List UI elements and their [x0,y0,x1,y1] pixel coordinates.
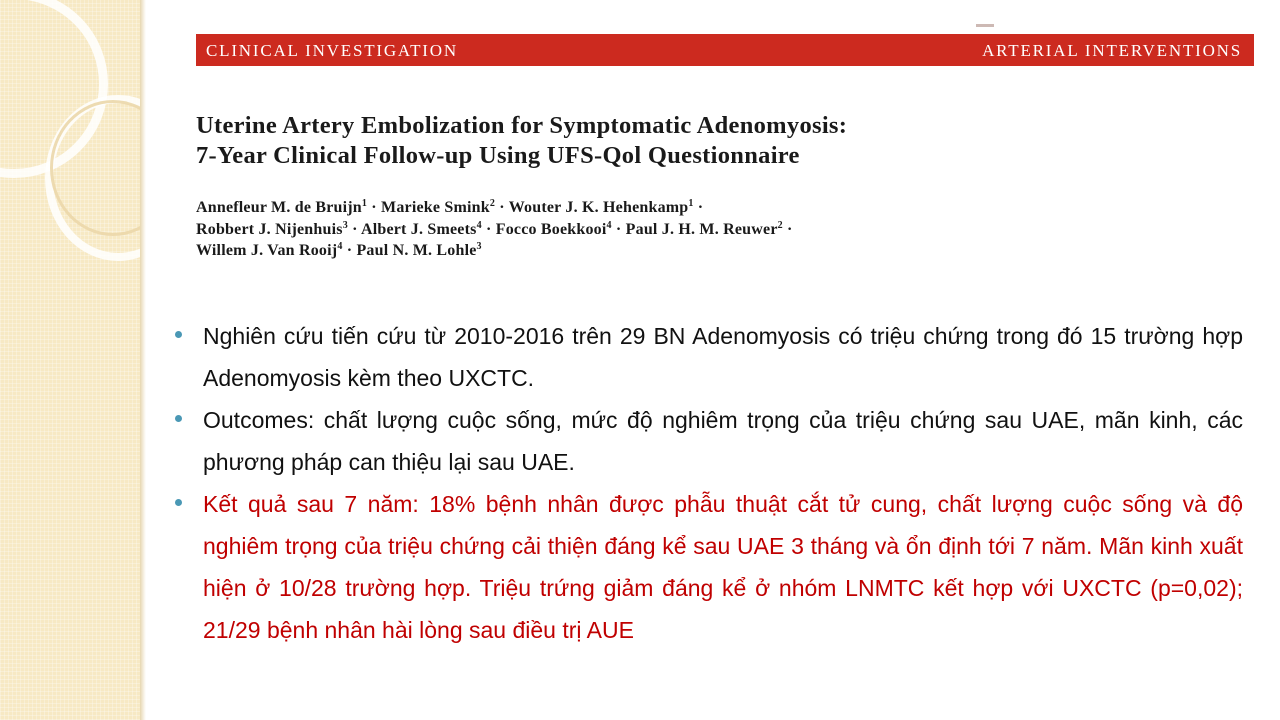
decorative-dash [976,24,994,27]
section-label-left: CLINICAL INVESTIGATION [206,41,458,60]
author-name: Albert J. Smeets [360,220,477,238]
author-separator: · [611,220,626,238]
author-name: Willem J. Van Rooij [196,242,338,259]
author-affiliation: 3 [476,241,482,252]
author-list [196,197,1096,262]
bullet-text: Kết quả sau 7 năm: 18% bệnh nhân được phẫu thuật cắt tử cung, chất lượng cuộc sống và độ nghiêm trọng của triệu chứng cải thiện đáng kể sau UAE 3 tháng và ổn định tới 7 năm. Mãn kinh xuất hiện ở 10/28 trường hợp. Triệu trứng giảm đáng kể ở nhóm LNMTC kết hợp với UXCTC (p=0,02); 21/29 bệnh nhân hài lòng sau điều trị AUE [203,491,1243,643]
author-affiliation: 1 [361,198,368,209]
summary-bullet-list [172,315,1243,651]
author-separator: · [693,199,704,216]
author-separator: · [342,242,357,259]
author-separator: · [347,220,361,238]
author-affiliation: 2 [489,198,496,209]
decorative-side-panel [0,0,140,720]
author-name: Annefleur M. de Bruijn [196,199,362,216]
paper-title-line: Uterine Artery Embolization for Symptomatic Adenomyosis: [196,112,848,139]
author-affiliation: 4 [606,219,612,231]
paper-title-line: 7-Year Clinical Follow-up Using UFS-Qol Questionnaire [196,142,800,169]
paper-title [196,111,1196,171]
author-name: Marieke Smink [381,199,490,216]
journal-section-header [196,34,1254,66]
author-line [196,197,1096,219]
author-name: Paul J. H. M. Reuwer [625,220,778,238]
bullet-item-study-design [172,315,1243,399]
author-affiliation: 3 [342,219,348,231]
author-affiliation: 4 [337,241,343,252]
bullet-text: Nghiên cứu tiến cứu từ 2010-2016 trên 29 BN Adenomyosis có triệu chứng trong đó 15 trường hợp Adenomyosis kèm theo UXCTC. [203,323,1243,391]
bullet-item-results [172,483,1243,651]
section-label-right: ARTERIAL INTERVENTIONS [982,41,1242,60]
bullet-dot-icon [175,499,182,506]
author-separator: · [782,220,793,238]
bullet-text: Outcomes: chất lượng cuộc sống, mức độ nghiêm trọng của triệu chứng sau UAE, mãn kinh, các phương pháp can thiệu lại sau UAE. [203,407,1243,475]
bullet-item-outcomes [172,399,1243,483]
author-separator: · [481,220,496,238]
author-name: Paul N. M. Lohle [356,242,477,259]
author-name: Wouter J. K. Hehenkamp [508,199,689,216]
author-line [196,240,1096,262]
author-line [196,219,1096,241]
bullet-dot-icon [175,331,182,338]
author-affiliation: 4 [476,219,482,231]
author-separator: · [495,199,509,216]
author-name: Focco Boekkooi [495,220,607,238]
author-name: Robbert J. Nijenhuis [196,220,343,238]
author-separator: · [367,199,382,216]
side-panel-edge [140,0,146,720]
author-affiliation: 1 [688,198,694,209]
bullet-dot-icon [175,415,182,422]
author-affiliation: 2 [777,219,783,231]
